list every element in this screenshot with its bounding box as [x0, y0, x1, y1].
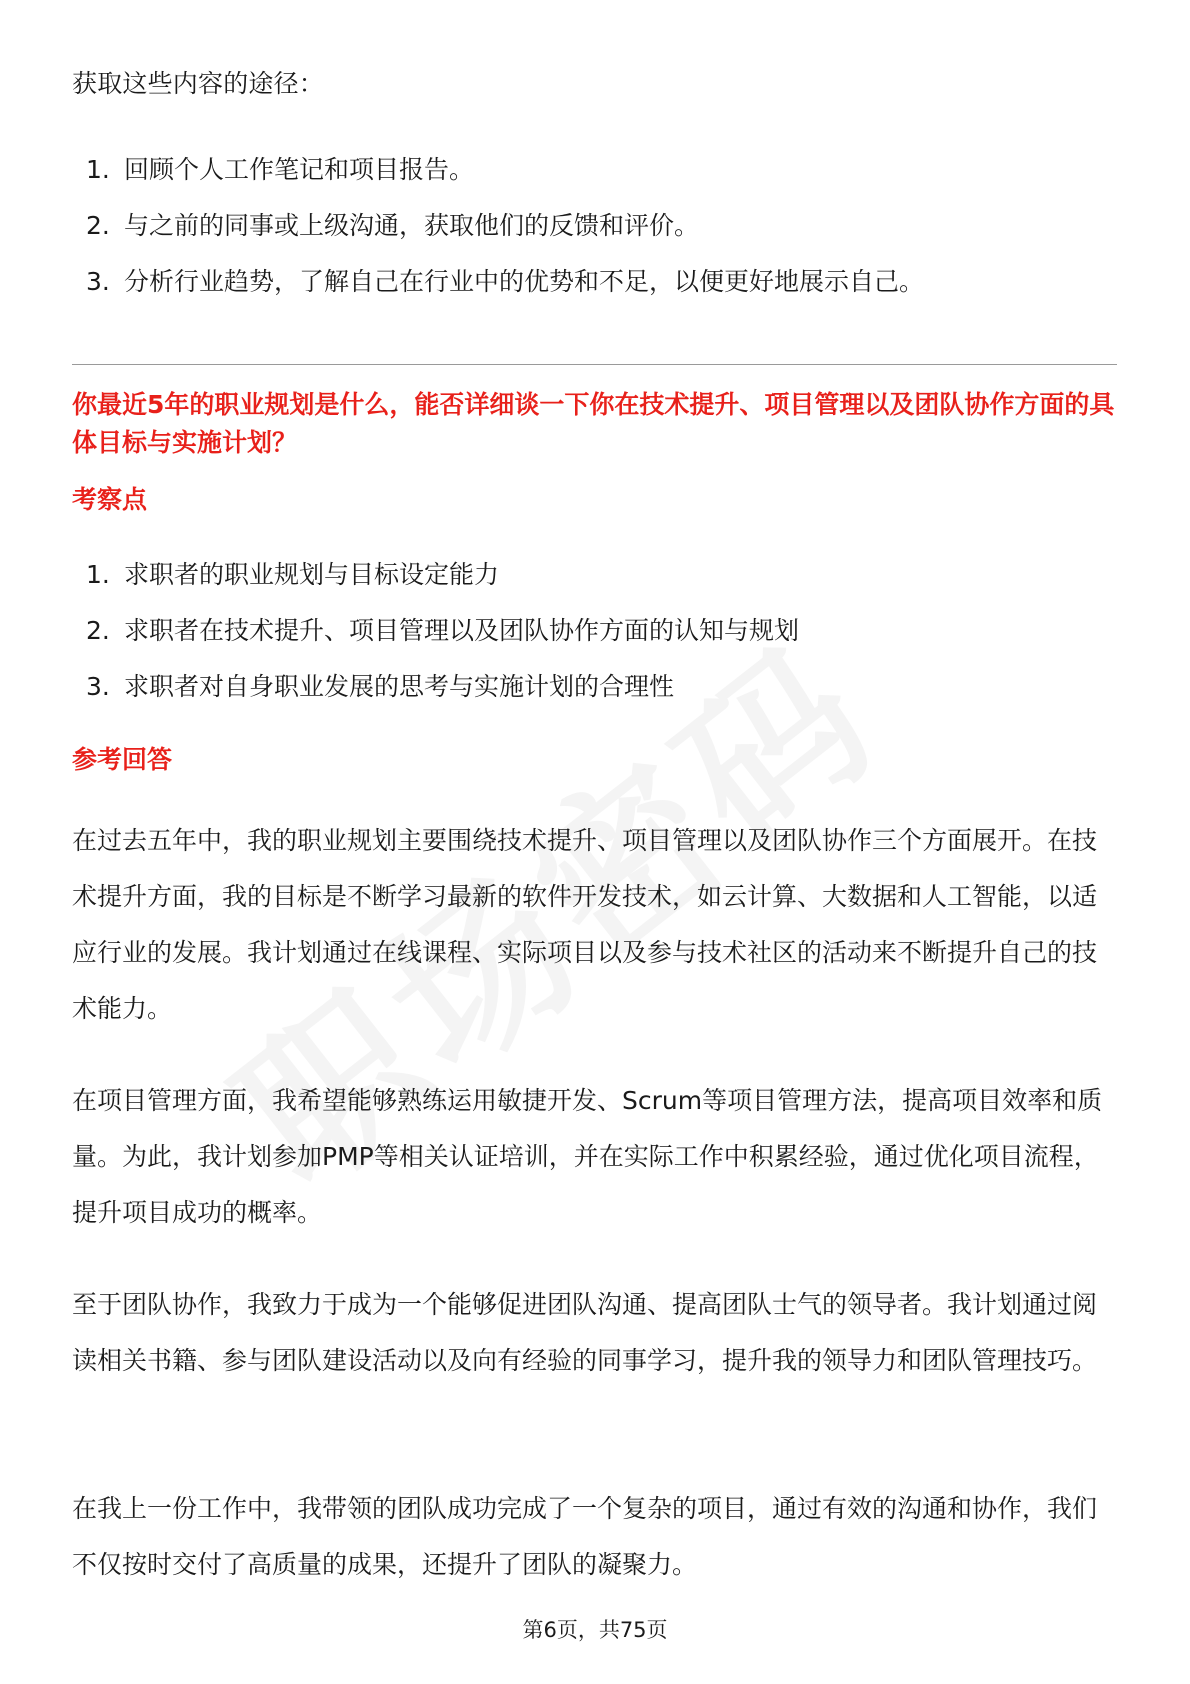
cankao-heading: 参考回答 [72, 745, 173, 774]
answer-paragraph: 在我上一份工作中，我带领的团队成功完成了一个复杂的项目，通过有效的沟通和协作，我们不仅按时交付了高质量的成果，还提升了团队的凝聚力。 [72, 1494, 1098, 1579]
page-footer: 第6页，共75页 [522, 1618, 668, 1642]
list-item: 1. 求职者的职业规划与目标设定能力 [86, 560, 500, 589]
question-heading: 你最近5年的职业规划是什么，能否详细谈一下你在技术提升、项目管理以及团队协作方面的具体目标与实施计划？ [72, 390, 1115, 457]
answer-paragraph: 至于团队协作，我致力于成为一个能够促进团队沟通、提高团队士气的领导者。我计划通过阅读相关书籍、参与团队建设活动以及向有经验的同事学习，提升我的领导力和团队管理技巧。 [72, 1290, 1098, 1375]
section-divider [72, 364, 1117, 365]
list-item: 3. 求职者对自身职业发展的思考与实施计划的合理性 [86, 672, 675, 701]
ways-list [72, 142, 924, 310]
list-item: 1. 回顾个人工作笔记和项目报告。 [86, 155, 475, 184]
kaochadian-heading: 考察点 [72, 485, 148, 514]
list-item: 2. 与之前的同事或上级沟通，获取他们的反馈和评价。 [86, 211, 700, 240]
kaochadian-list [72, 547, 799, 715]
answer-paragraph: 在项目管理方面，我希望能够熟练运用敏捷开发、Scrum等项目管理方法，提高项目效率和质量。为此，我计划参加PMP等相关认证培训，并在实际工作中积累经验，通过优化项目流程，提升项目成功的概率。 [72, 1086, 1103, 1227]
list-item: 3. 分析行业趋势，了解自己在行业中的优势和不足，以便更好地展示自己。 [86, 267, 925, 296]
answer-paragraph: 在过去五年中，我的职业规划主要围绕技术提升、项目管理以及团队协作三个方面展开。在技术提升方面，我的目标是不断学习最新的软件开发技术，如云计算、大数据和人工智能，以适应行业的发展。我计划通过在线课程、实际项目以及参与技术社区的活动来不断提升自己的技术能力。 [72, 826, 1098, 1023]
list-item: 2. 求职者在技术提升、项目管理以及团队协作方面的认知与规划 [86, 616, 800, 645]
intro-text: 获取这些内容的途径： [72, 69, 325, 98]
